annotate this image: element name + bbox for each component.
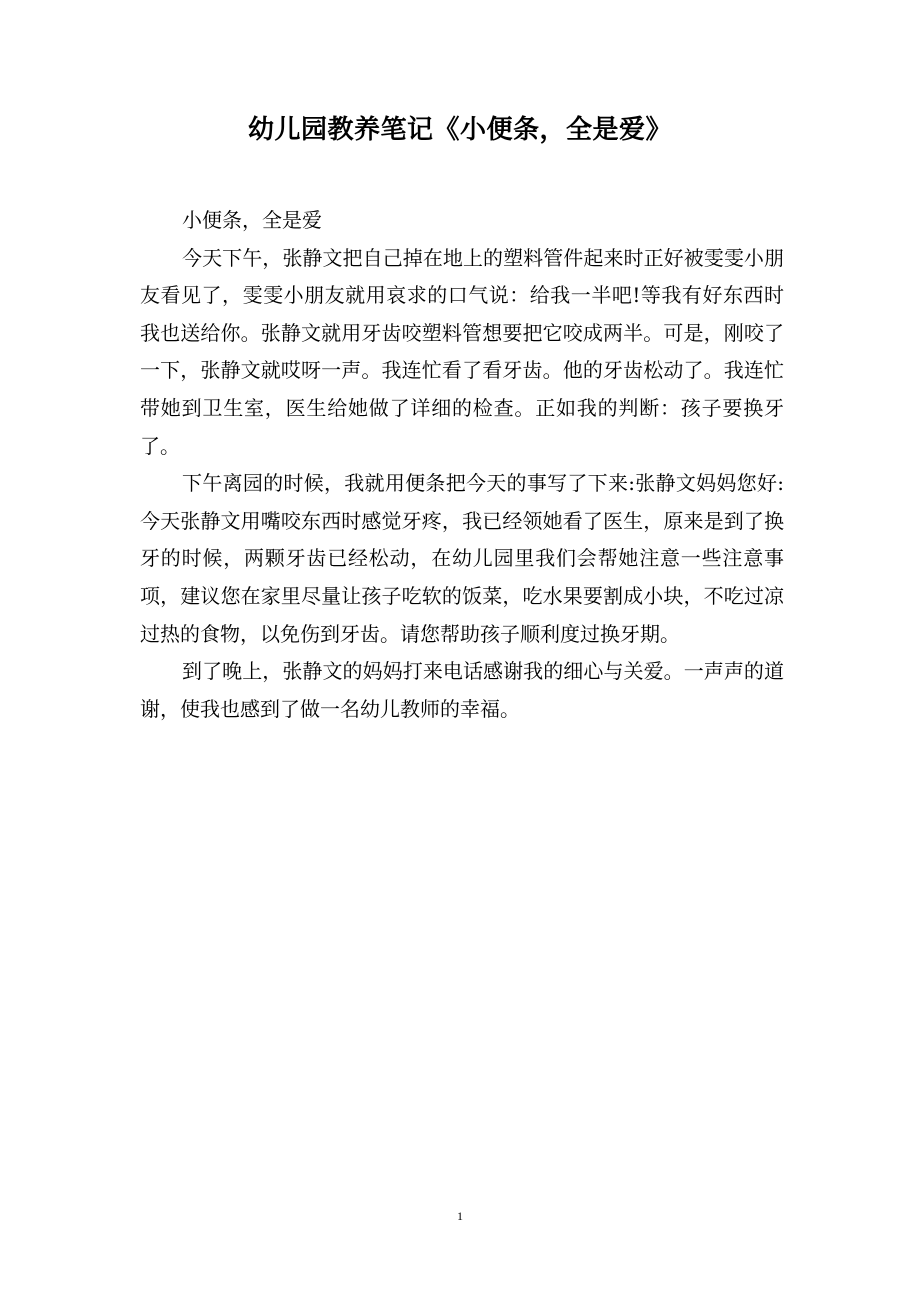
document-body — [140, 202, 784, 728]
paragraph-1: 今天下午，张静文把自己掉在地上的塑料管件起来时正好被雯雯小朋友看见了，雯雯小朋友就用哀求的口气说：给我一半吧!等我有好东西时我也送给你。张静文就用牙齿咬塑料管想要把它咬成两半。可是，刚咬了一下，张静文就哎呀一声。我连忙看了看牙齿。他的牙齿松动了。我连忙带她到卫生室，医生给她做了详细的检查。正如我的判断：孩子要换牙了。 — [140, 245, 784, 458]
paragraph-3: 到了晚上，张静文的妈妈打来电话感谢我的细心与关爱。一声声的道谢，使我也感到了做一名幼儿教师的幸福。 — [140, 659, 784, 721]
page-number: 1 — [457, 1209, 463, 1223]
document-title: 幼儿园教养笔记《小便条，全是爱》 — [247, 115, 672, 145]
paragraph-2: 下午离园的时候，我就用便条把今天的事写了下来:张静文妈妈您好:今天张静文用嘴咬东西时感觉牙疼，我已经领她看了医生，原来是到了换牙的时候，两颗牙齿已经松动，在幼儿园里我们会帮她注意一些注意事项，建议您在家里尽量让孩子吃软的饭菜，吃水果要割成小块，不吃过凉过热的食物，以免伤到牙齿。请您帮助孩子顺利度过换牙期。 — [140, 471, 784, 646]
paragraph-subtitle: 小便条，全是爱 — [182, 208, 322, 232]
